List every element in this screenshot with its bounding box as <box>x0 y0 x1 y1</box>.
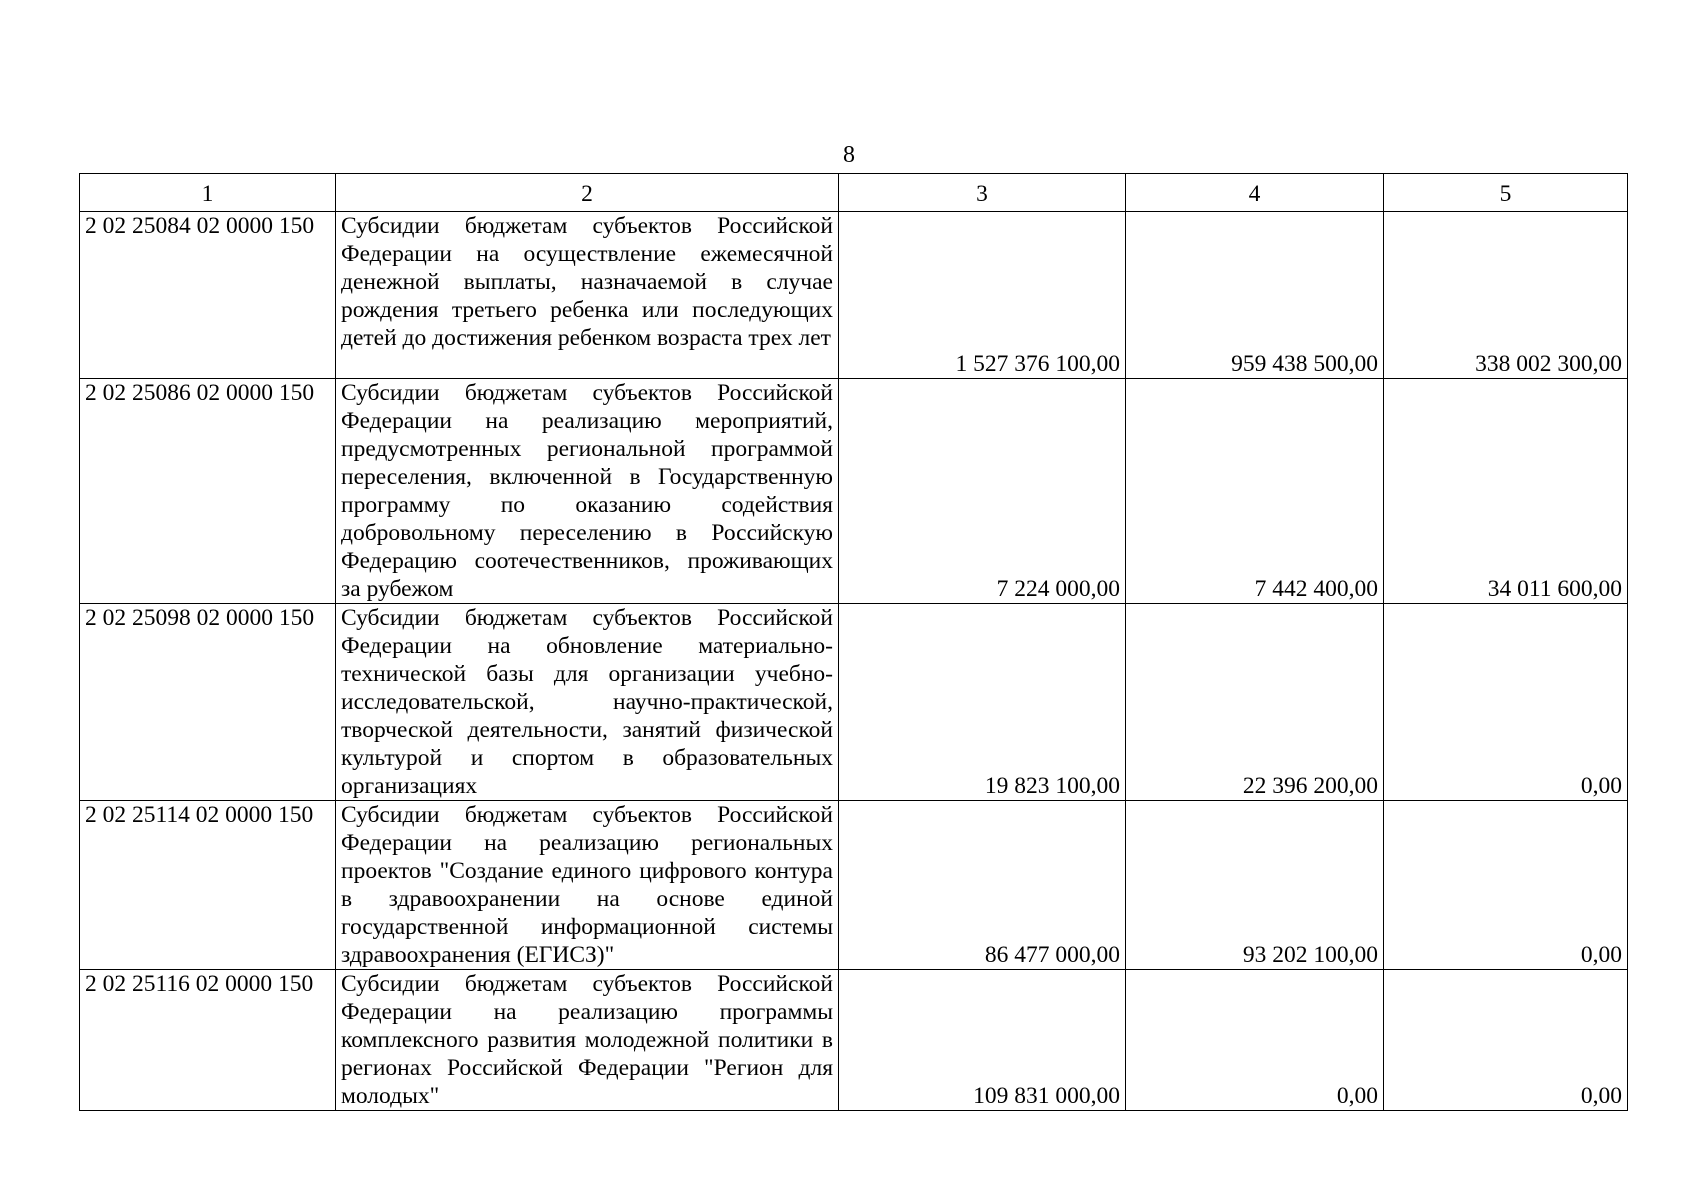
amount-col4-cell: 7 442 400,00 <box>1126 379 1384 604</box>
budget-code-cell: 2 02 25086 02 0000 150 <box>80 379 336 604</box>
budget-code-cell: 2 02 25114 02 0000 150 <box>80 801 336 970</box>
amount-col3-cell: 7 224 000,00 <box>839 379 1126 604</box>
amount-col4-cell: 93 202 100,00 <box>1126 801 1384 970</box>
column-header-5: 5 <box>1384 174 1628 212</box>
amount-col4-cell: 959 438 500,00 <box>1126 212 1384 379</box>
budget-code-cell: 2 02 25098 02 0000 150 <box>80 604 336 801</box>
table-row <box>80 970 1628 1111</box>
description-cell: Субсидии бюджетам субъектов Российской Федерации на осуществление ежемесячной денежной выплаты, назначаемой в случае рождения третьего ребенка или последующих детей до достижения ребенком возраста трех лет <box>336 212 839 379</box>
page-number: 8 <box>843 142 855 168</box>
table-row <box>80 801 1628 970</box>
amount-col5-cell: 0,00 <box>1384 604 1628 801</box>
description-cell: Субсидии бюджетам субъектов Российской Федерации на реализацию программы комплексного развития молодежной политики в регионах Российской Федерации "Регион для молодых" <box>336 970 839 1111</box>
table-row <box>80 379 1628 604</box>
amount-col3-cell: 19 823 100,00 <box>839 604 1126 801</box>
table-row <box>80 604 1628 801</box>
table-row <box>80 212 1628 379</box>
budget-code-cell: 2 02 25084 02 0000 150 <box>80 212 336 379</box>
amount-col4-cell: 22 396 200,00 <box>1126 604 1384 801</box>
column-header-2: 2 <box>336 174 839 212</box>
description-cell: Субсидии бюджетам субъектов Российской Федерации на обновление материально-технической базы для организации учебно-исследовательской, научно-практической, творческой деятельности, занятий физической культурой и спортом в образовательных организациях <box>336 604 839 801</box>
amount-col3-cell: 1 527 376 100,00 <box>839 212 1126 379</box>
amount-col5-cell: 0,00 <box>1384 970 1628 1111</box>
amount-col5-cell: 338 002 300,00 <box>1384 212 1628 379</box>
budget-table <box>79 173 1628 1111</box>
amount-col3-cell: 109 831 000,00 <box>839 970 1126 1111</box>
column-header-1: 1 <box>80 174 336 212</box>
description-cell: Субсидии бюджетам субъектов Российской Федерации на реализацию региональных проектов "Создание единого цифрового контура в здравоохранении на основе единой государственной информационной системы здравоохранения (ЕГИСЗ)" <box>336 801 839 970</box>
header-row <box>80 174 1628 212</box>
amount-col3-cell: 86 477 000,00 <box>839 801 1126 970</box>
amount-col5-cell: 0,00 <box>1384 801 1628 970</box>
column-header-4: 4 <box>1126 174 1384 212</box>
description-cell: Субсидии бюджетам субъектов Российской Федерации на реализацию мероприятий, предусмотренных региональной программой переселения, включенной в Государственную программу по оказанию содействия добровольному переселению в Российскую Федерацию соотечественников, проживающих за рубежом <box>336 379 839 604</box>
column-header-3: 3 <box>839 174 1126 212</box>
amount-col5-cell: 34 011 600,00 <box>1384 379 1628 604</box>
budget-code-cell: 2 02 25116 02 0000 150 <box>80 970 336 1111</box>
amount-col4-cell: 0,00 <box>1126 970 1384 1111</box>
